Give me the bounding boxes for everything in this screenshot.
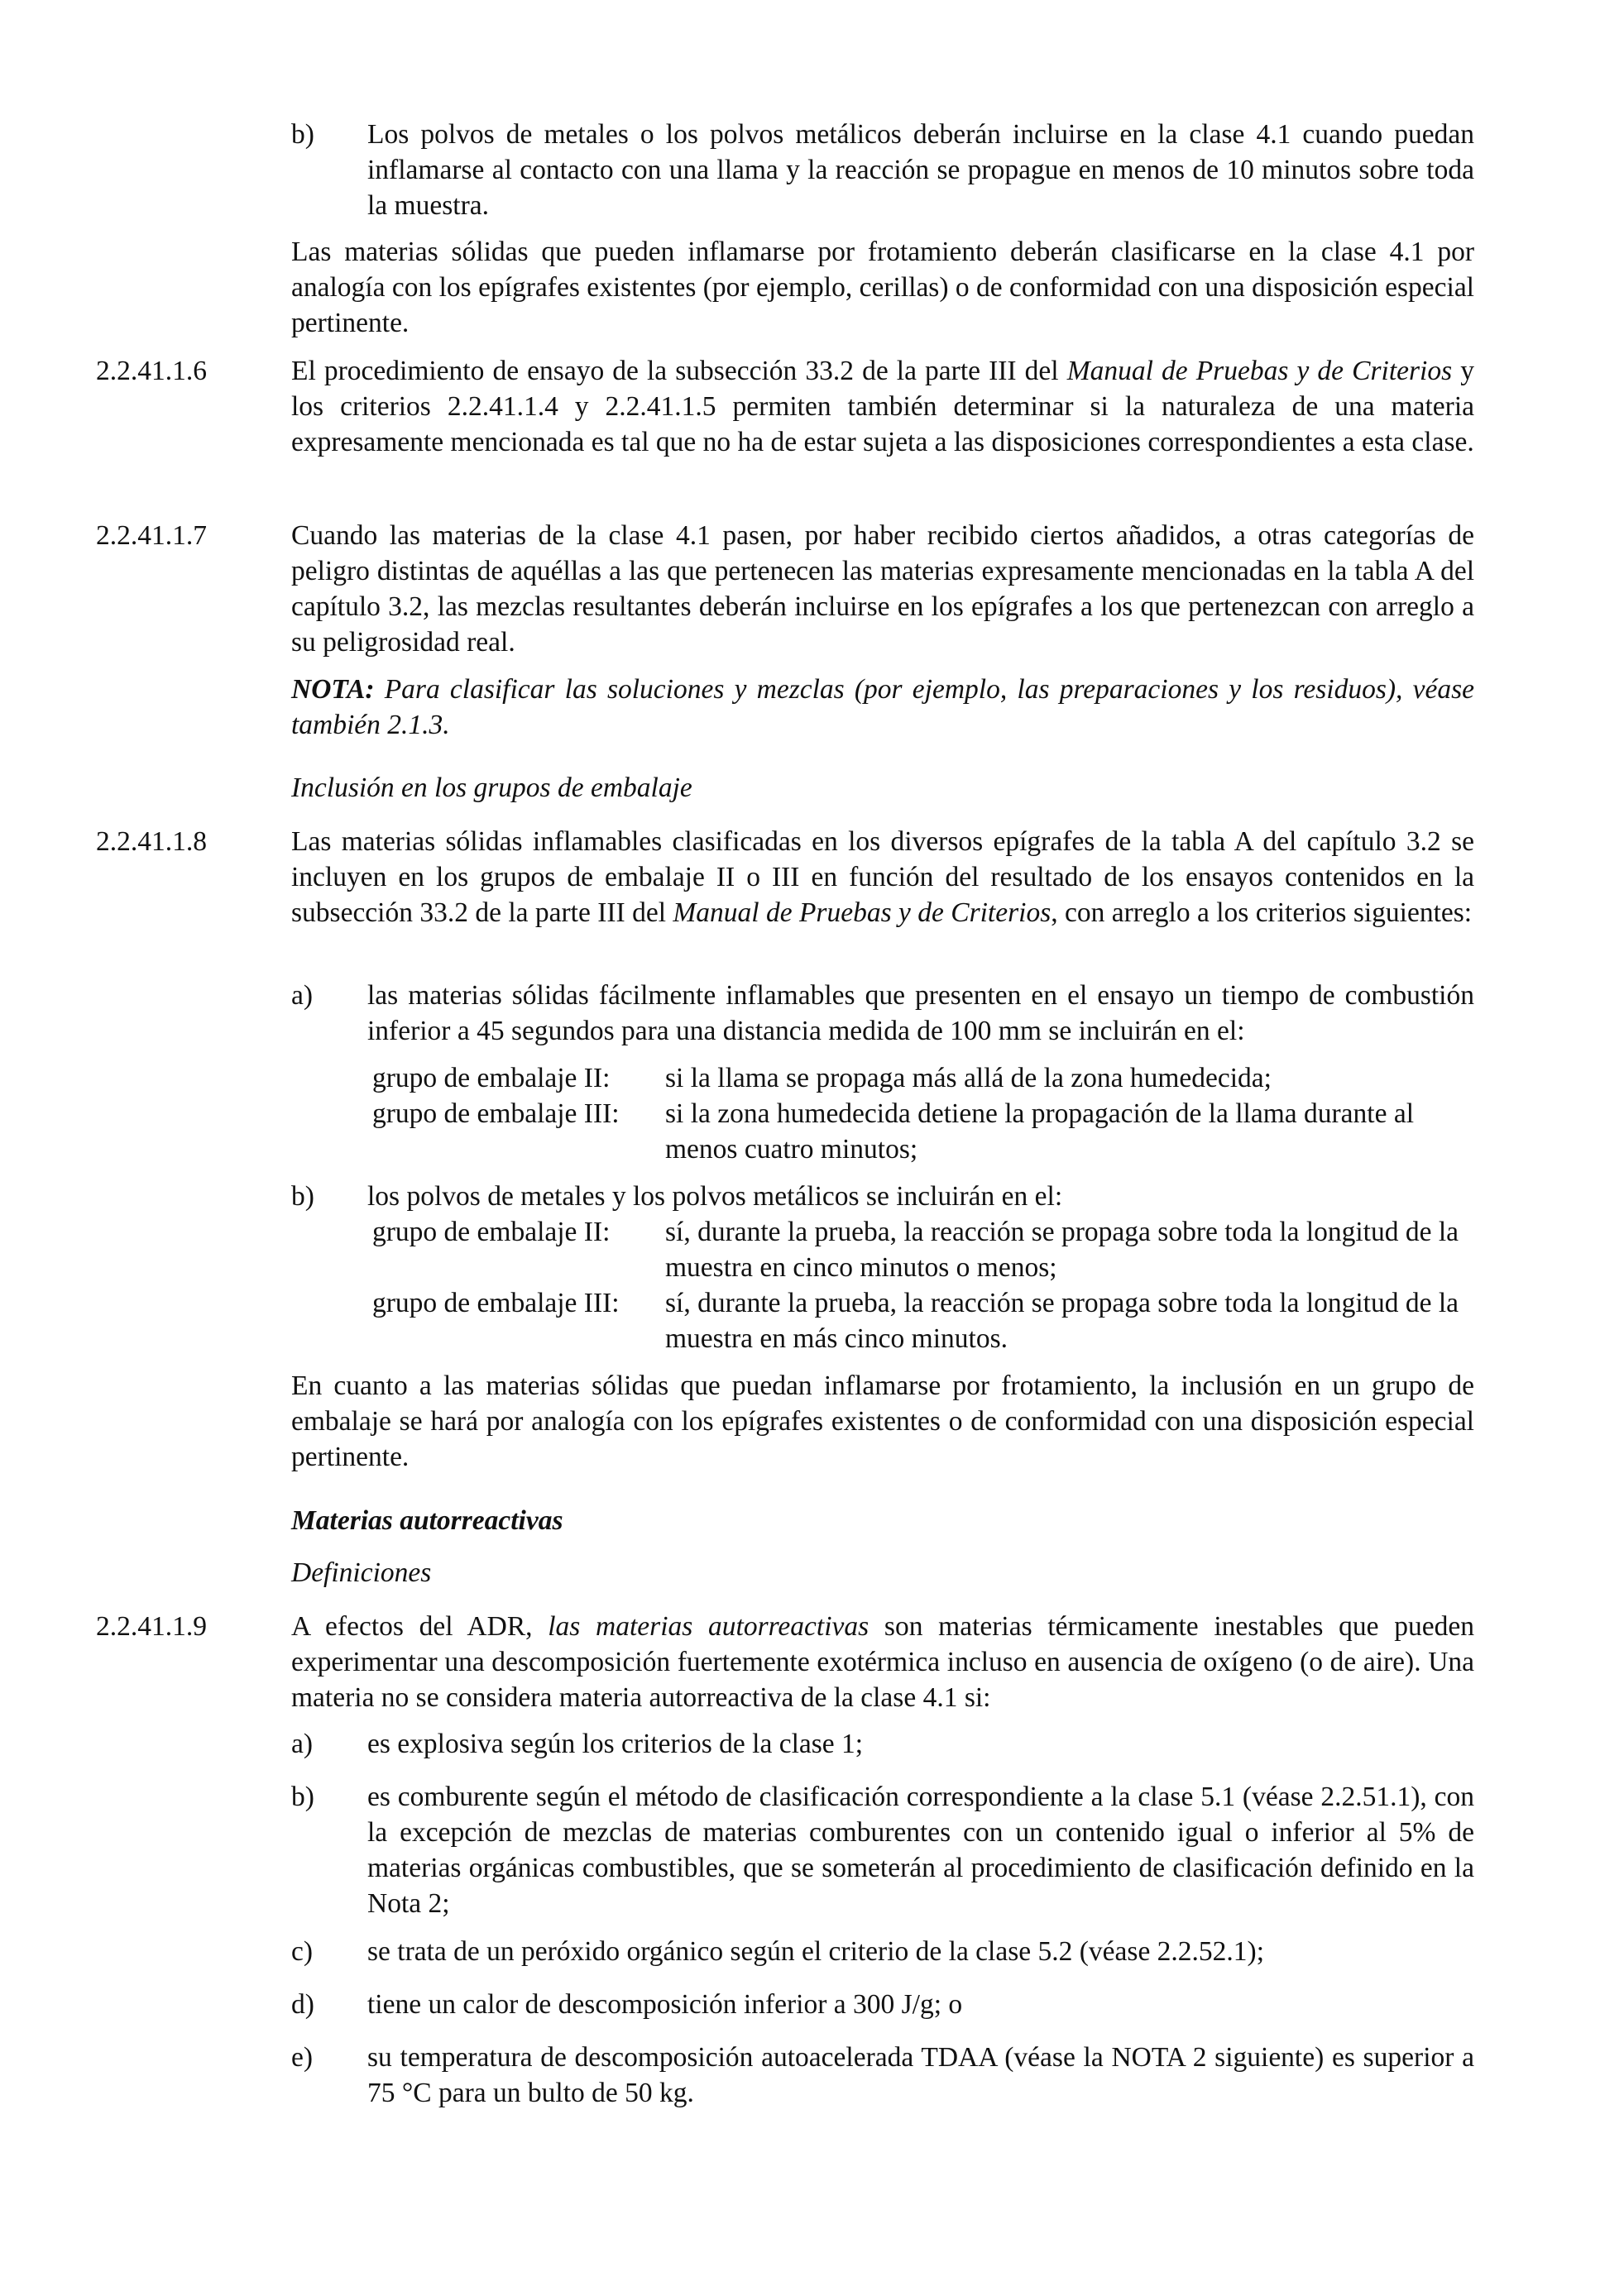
- list-marker: a): [291, 980, 314, 1011]
- defined-term: las materias autorreactivas: [548, 1611, 869, 1642]
- section-paragraph: Cuando las materias de la clase 4.1 pasen, por haber recibido ciertos añadidos, a otras categorías de peligro distintas de aquéllas a las que pertenecen las materias expresamente mencionadas en la tabla A del capítulo 3.2, las mezclas resultantes deberán incluirse en los epígrafes a los que pertenezcan con arreglo a su peligrosidad real.: [291, 520, 1474, 658]
- note-text: Para clasificar las soluciones y mezclas (por ejemplo, las preparaciones y los residuos), véase también 2.1.3.: [291, 674, 1474, 740]
- packing-group-text: si la llama se propaga más allá de la zona humedecida;: [665, 1063, 1272, 1093]
- list-item-text: tiene un calor de descomposición inferior a 300 J/g; o: [367, 1989, 963, 2020]
- text-run: son materias térmicamente inestables que pueden experimentar una descomposición fuertemente exotérmica incluso en ausencia de oxígeno (o de aire). Una materia no se considera materia autorreactiva de la clase 4.1 si:: [291, 1611, 1474, 1713]
- text-run: , con arreglo a los criterios siguientes:: [1051, 897, 1473, 928]
- packing-group-text: sí, durante la prueba, la reacción se propaga sobre toda la longitud de la muestra en más cinco minutos.: [665, 1288, 1459, 1354]
- section-paragraph: [291, 824, 1474, 930]
- heading-self-reactive: Materias autorreactivas: [291, 1505, 563, 1536]
- list-item-text: Los polvos de metales o los polvos metálicos deberán incluirse en la clase 4.1 cuando puedan inflamarse al contacto con una llama y la reacción se propague en menos de 10 minutos sobre toda la muestra.: [367, 119, 1474, 221]
- section-number: 2.2.41.1.8: [96, 826, 207, 857]
- list-marker: b): [291, 1181, 314, 1212]
- manual-title: Manual de Pruebas y de Criterios: [673, 897, 1052, 928]
- list-marker: d): [291, 1989, 314, 2020]
- packing-group-text: sí, durante la prueba, la reacción se propaga sobre toda la longitud de la muestra en cinco minutos o menos;: [665, 1217, 1459, 1283]
- packing-group-label: grupo de embalaje III:: [372, 1098, 620, 1129]
- manual-title: Manual de Pruebas y de: [1066, 356, 1344, 386]
- section-number: 2.2.41.1.7: [96, 520, 207, 551]
- packing-group-label: grupo de embalaje III:: [372, 1288, 620, 1318]
- text-run: y los criterios 2.2.41.1.4 y 2.2.41.1.5 permiten también determinar si la naturaleza de una materia expresamente mencionada es tal que no ha de estar sujeta a las disposiciones correspondientes a esta clase.: [291, 356, 1475, 457]
- list-marker: b): [291, 1782, 314, 1812]
- section-paragraph: [291, 1609, 1474, 1715]
- paragraph-closing: En cuanto a las materias sólidas que puedan inflamarse por frotamiento, la inclusión en un grupo de embalaje se hará por analogía con los epígrafes existentes o de conformidad con una disposición especial pertinente.: [291, 1370, 1474, 1472]
- section-paragraph: [291, 353, 1474, 460]
- packing-group-label: grupo de embalaje II:: [372, 1217, 611, 1247]
- paragraph-friction: Las materias sólidas que pueden inflamarse por frotamiento deberán clasificarse en la clase 4.1 por analogía con los epígrafes existentes (por ejemplo, cerillas) o de conformidad con una disposición especial pertinente.: [291, 237, 1474, 338]
- list-marker: e): [291, 2042, 314, 2073]
- list-item-text: es comburente según el método de clasificación correspondiente a la clase 5.1 (véase 2.2.51.1), con la excepción de mezclas de materias comburentes con un contenido igual o inferior al 5% de materias orgánicas combustibles, que se someterán al procedimiento de clasificación definido en la Nota 2;: [367, 1782, 1474, 1919]
- list-item-text: su temperatura de descomposición autoacelerada TDAA (véase la NOTA 2 siguiente) es superior a 75 °C para un bulto de 50 kg.: [367, 2042, 1474, 2108]
- list-item-text: los polvos de metales y los polvos metálicos se incluirán en el:: [367, 1181, 1063, 1212]
- packing-group-label: grupo de embalaje II:: [372, 1063, 611, 1093]
- subheading: Inclusión en los grupos de embalaje: [291, 773, 692, 803]
- manual-title-cont: Criterios: [1352, 356, 1453, 386]
- list-item-text: las materias sólidas fácilmente inflamables que presenten en el ensayo un tiempo de combustión inferior a 45 segundos para una distancia medida de 100 mm se incluirán en el:: [367, 980, 1474, 1046]
- text-run: Las materias sólidas inflamables clasificadas en los diversos epígrafes de la tabla A del capítulo 3.2 se incluyen en los grupos de embalaje II o III en función del resultado de los ensayos contenidos en la subsección 33.2 de la parte III del: [291, 826, 1474, 928]
- list-item-text: se trata de un peróxido orgánico según el criterio de la clase 5.2 (véase 2.2.52.1);: [367, 1936, 1265, 1967]
- list-marker: a): [291, 1729, 314, 1759]
- subheading-definitions: Definiciones: [291, 1557, 432, 1588]
- section-number: 2.2.41.1.6: [96, 356, 207, 386]
- list-item-text: es explosiva según los criterios de la clase 1;: [367, 1729, 864, 1759]
- text-run: A efectos del ADR,: [291, 1611, 549, 1642]
- list-marker: c): [291, 1936, 314, 1967]
- text-run: El procedimiento de ensayo de la subsección 33.2 de la parte III del: [291, 356, 1067, 386]
- note: [291, 672, 1474, 743]
- section-number: 2.2.41.1.9: [96, 1611, 207, 1642]
- packing-group-text: si la zona humedecida detiene la propagación de la llama durante al menos cuatro minutos;: [665, 1098, 1415, 1165]
- note-label: NOTA:: [291, 674, 375, 705]
- list-marker: b): [291, 119, 314, 150]
